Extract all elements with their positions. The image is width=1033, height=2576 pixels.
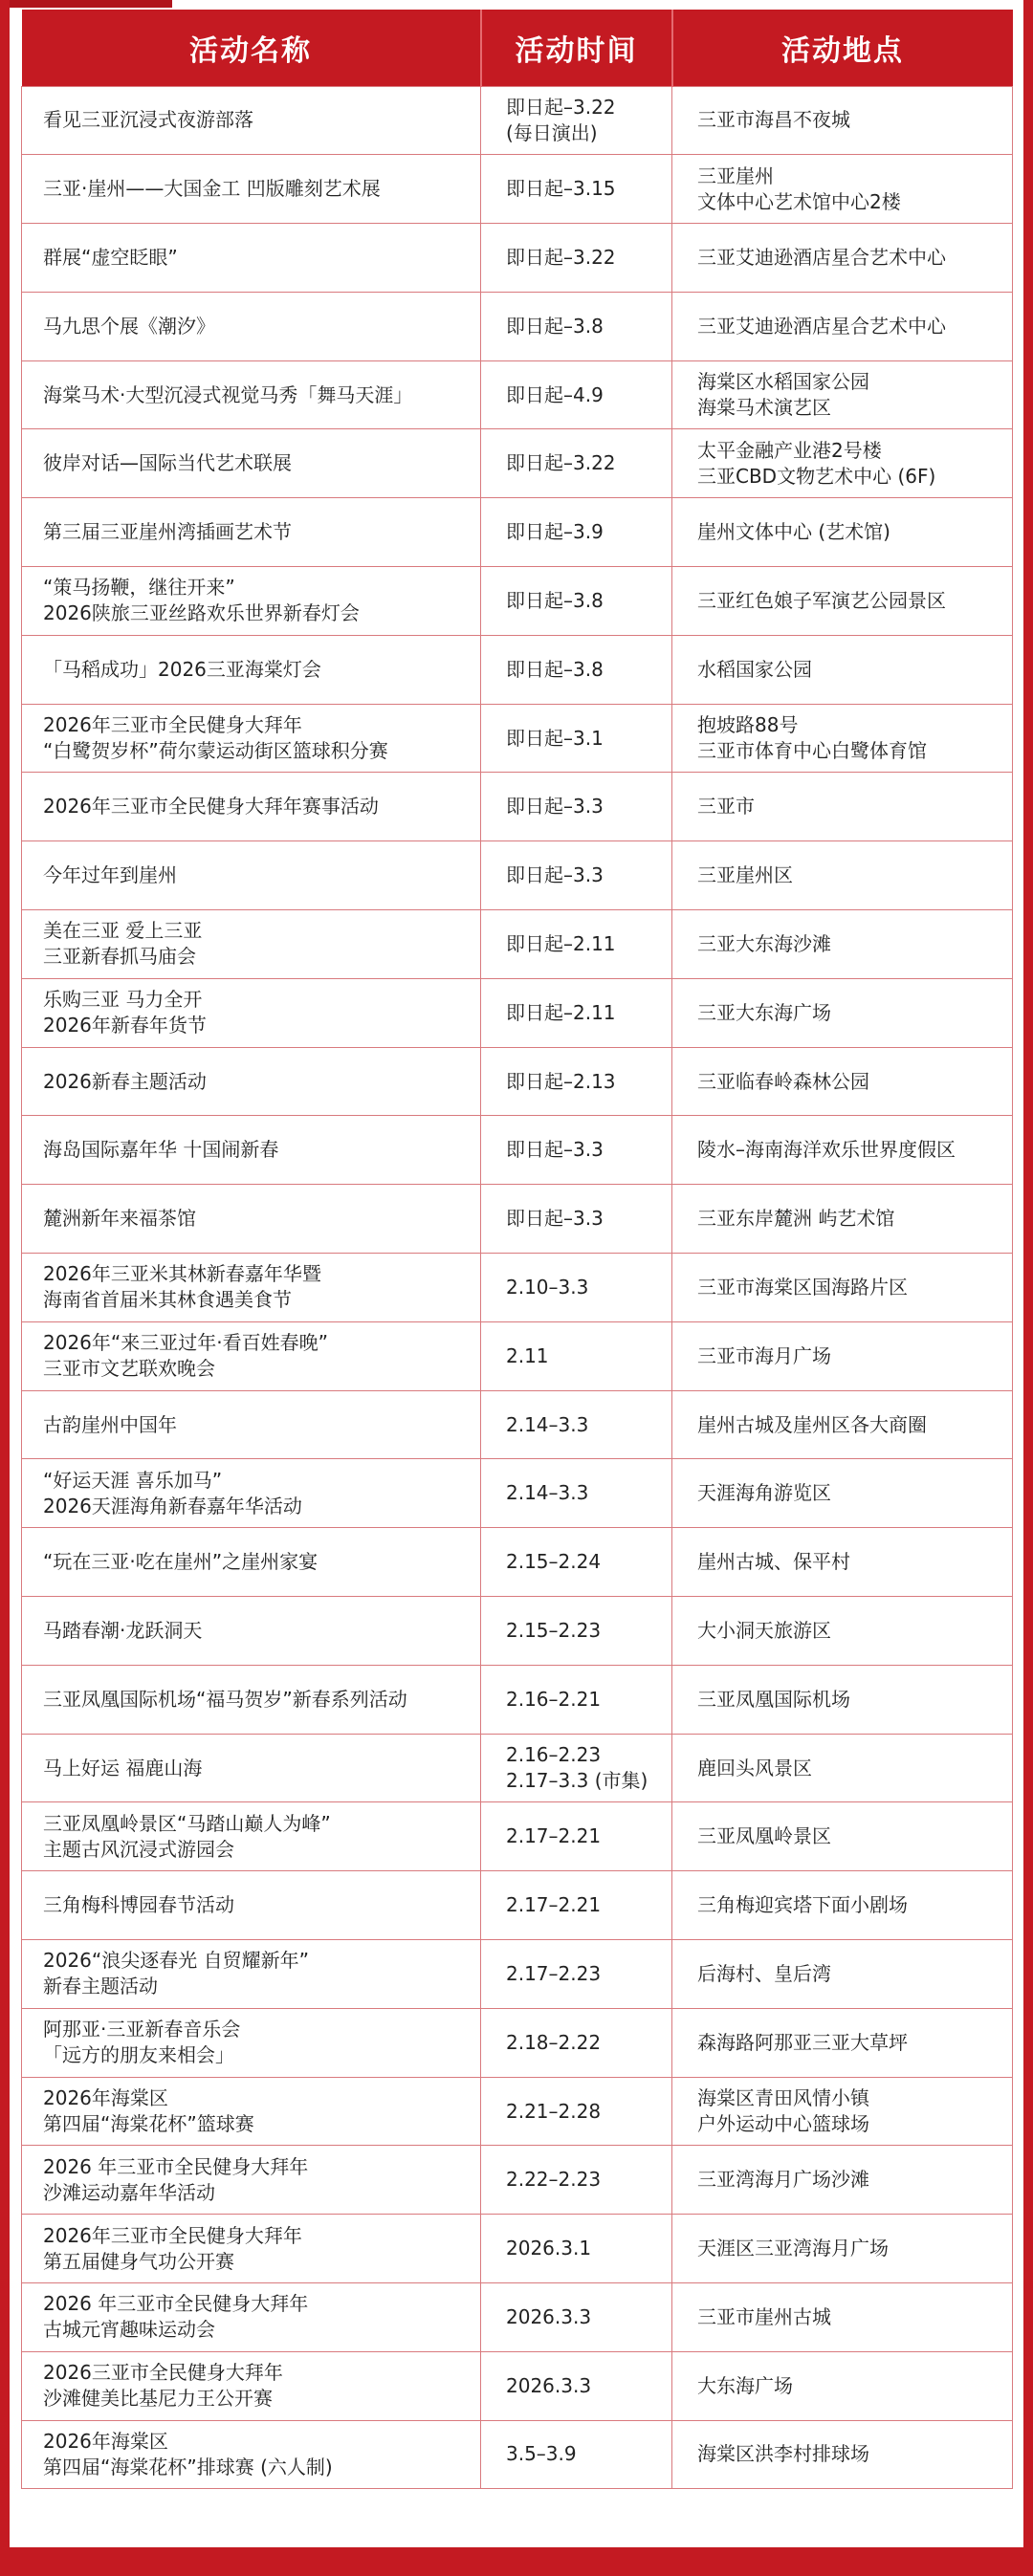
event-place-cell: 天涯海角游览区 [672, 1459, 1013, 1528]
table-row [22, 1321, 1013, 1390]
table-row [22, 1390, 1013, 1459]
table-row [22, 2351, 1013, 2420]
event-place-cell: 抱坡路88号 三亚市体育中心白鹭体育馆 [672, 704, 1013, 773]
event-name-cell: 2026“浪尖逐春光 自贸耀新年” 新春主题活动 [22, 1940, 481, 2009]
header-tab-decoration [10, 0, 172, 8]
table-row [22, 1940, 1013, 2009]
event-place-cell: 海棠区青田风情小镇 户外运动中心篮球场 [672, 2077, 1013, 2146]
event-time-cell: 即日起–3.22 [481, 429, 672, 498]
table-row [22, 1254, 1013, 1322]
table-row [22, 1665, 1013, 1734]
event-place-cell: 后海村、皇后湾 [672, 1940, 1013, 2009]
table-row [22, 2077, 1013, 2146]
event-name-cell: 群展“虚空眨眼” [22, 224, 481, 293]
table-row [22, 978, 1013, 1047]
event-time-cell: 即日起–3.8 [481, 567, 672, 636]
events-table [21, 10, 1013, 2489]
header-event-place: 活动地点 [672, 10, 1013, 86]
event-place-cell: 三亚大东海广场 [672, 978, 1013, 1047]
header-event-name: 活动名称 [22, 10, 481, 86]
table-row [22, 1734, 1013, 1802]
event-time-cell: 2.22–2.23 [481, 2146, 672, 2215]
event-time-cell: 即日起–3.3 [481, 841, 672, 910]
event-time-cell: 即日起–3.22 (每日演出) [481, 86, 672, 155]
event-name-cell: 阿那亚·三亚新春音乐会 「远方的朋友来相会」 [22, 2008, 481, 2077]
event-place-cell: 陵水–海南海洋欢乐世界度假区 [672, 1116, 1013, 1185]
event-name-cell: 第三届三亚崖州湾插画艺术节 [22, 498, 481, 567]
event-place-cell: 三亚湾海月广场沙滩 [672, 2146, 1013, 2215]
table-row [22, 2008, 1013, 2077]
event-place-cell: 三亚红色娘子军演艺公园景区 [672, 567, 1013, 636]
event-time-cell: 即日起–4.9 [481, 360, 672, 429]
table-row [22, 841, 1013, 910]
event-place-cell: 海棠区水稻国家公园 海棠马术演艺区 [672, 360, 1013, 429]
table-row [22, 1528, 1013, 1597]
event-name-cell: 2026新春主题活动 [22, 1047, 481, 1116]
table-row [22, 498, 1013, 567]
table-row [22, 567, 1013, 636]
event-time-cell: 即日起–3.3 [481, 1185, 672, 1254]
table-row [22, 2283, 1013, 2352]
table-row [22, 155, 1013, 224]
event-time-cell: 2.16–2.21 [481, 1665, 672, 1734]
event-name-cell: 三亚凤凰国际机场“福马贺岁”新春系列活动 [22, 1665, 481, 1734]
table-row [22, 2146, 1013, 2215]
event-place-cell: 三亚凤凰岭景区 [672, 1802, 1013, 1871]
table-row [22, 1116, 1013, 1185]
table-row [22, 1597, 1013, 1666]
event-place-cell: 三亚艾迪逊酒店星合艺术中心 [672, 292, 1013, 360]
event-name-cell: 2026年海棠区 第四届“海棠花杯”排球赛 (六人制) [22, 2420, 481, 2489]
event-time-cell: 即日起–3.8 [481, 292, 672, 360]
event-place-cell: 三亚大东海沙滩 [672, 910, 1013, 979]
table-row [22, 86, 1013, 155]
event-time-cell: 2.16–2.23 2.17–3.3 (市集) [481, 1734, 672, 1802]
schedule-sheet [10, 0, 1023, 2547]
table-row [22, 1185, 1013, 1254]
table-row [22, 910, 1013, 979]
event-name-cell: “策马扬鞭，继往开来” 2026陕旅三亚丝路欢乐世界新春灯会 [22, 567, 481, 636]
table-row [22, 1802, 1013, 1871]
event-place-cell: 太平金融产业港2号楼 三亚CBD文物艺术中心 (6F) [672, 429, 1013, 498]
table-row [22, 1459, 1013, 1528]
event-time-cell: 即日起–3.3 [481, 1116, 672, 1185]
table-row [22, 360, 1013, 429]
event-name-cell: 海棠马术·大型沉浸式视觉马秀「舞马天涯」 [22, 360, 481, 429]
event-name-cell: “好运天涯 喜乐加马” 2026天涯海角新春嘉年华活动 [22, 1459, 481, 1528]
event-name-cell: 今年过年到崖州 [22, 841, 481, 910]
event-time-cell: 即日起–3.1 [481, 704, 672, 773]
event-place-cell: 崖州文体中心 (艺术馆) [672, 498, 1013, 567]
event-name-cell: 三角梅科博园春节活动 [22, 1871, 481, 1940]
event-place-cell: 三亚凤凰国际机场 [672, 1665, 1013, 1734]
event-name-cell: 三亚凤凰岭景区“马踏山巅人为峰” 主题古风沉浸式游园会 [22, 1802, 481, 1871]
event-name-cell: 2026三亚市全民健身大拜年 沙滩健美比基尼力王公开赛 [22, 2351, 481, 2420]
event-time-cell: 2.17–2.21 [481, 1802, 672, 1871]
event-place-cell: 三角梅迎宾塔下面小剧场 [672, 1871, 1013, 1940]
event-name-cell: 2026 年三亚市全民健身大拜年 古城元宵趣味运动会 [22, 2283, 481, 2352]
table-row [22, 429, 1013, 498]
table-body [22, 86, 1013, 2489]
event-time-cell: 2.10–3.3 [481, 1254, 672, 1322]
event-place-cell: 三亚崖州区 [672, 841, 1013, 910]
event-place-cell: 三亚市海棠区国海路片区 [672, 1254, 1013, 1322]
event-place-cell: 大小洞天旅游区 [672, 1597, 1013, 1666]
table-row [22, 704, 1013, 773]
event-place-cell: 三亚市海月广场 [672, 1321, 1013, 1390]
event-time-cell: 即日起–2.11 [481, 910, 672, 979]
event-name-cell: 三亚·崖州——大国金工 凹版雕刻艺术展 [22, 155, 481, 224]
event-name-cell: 2026年三亚米其林新春嘉年华暨 海南省首届米其林食遇美食节 [22, 1254, 481, 1322]
event-place-cell: 海棠区洪李村排球场 [672, 2420, 1013, 2489]
event-name-cell: 2026 年三亚市全民健身大拜年 沙滩运动嘉年华活动 [22, 2146, 481, 2215]
event-place-cell: 崖州古城、保平村 [672, 1528, 1013, 1597]
event-place-cell: 三亚市海昌不夜城 [672, 86, 1013, 155]
event-time-cell: 2.14–3.3 [481, 1390, 672, 1459]
event-time-cell: 2.11 [481, 1321, 672, 1390]
event-place-cell: 森海路阿那亚三亚大草坪 [672, 2008, 1013, 2077]
event-time-cell: 2.18–2.22 [481, 2008, 672, 2077]
event-time-cell: 2.21–2.28 [481, 2077, 672, 2146]
header-event-time: 活动时间 [481, 10, 672, 86]
event-time-cell: 即日起–2.11 [481, 978, 672, 1047]
event-time-cell: 即日起–3.9 [481, 498, 672, 567]
table-row [22, 2215, 1013, 2283]
event-time-cell: 2.17–2.23 [481, 1940, 672, 2009]
event-name-cell: 2026年海棠区 第四届“海棠花杯”篮球赛 [22, 2077, 481, 2146]
table-row [22, 773, 1013, 841]
table-row [22, 1871, 1013, 1940]
event-place-cell: 三亚东岸麓洲 屿艺术馆 [672, 1185, 1013, 1254]
event-place-cell: 天涯区三亚湾海月广场 [672, 2215, 1013, 2283]
table-row [22, 292, 1013, 360]
table-row [22, 224, 1013, 293]
event-time-cell: 3.5–3.9 [481, 2420, 672, 2489]
event-place-cell: 三亚市崖州古城 [672, 2283, 1013, 2352]
event-place-cell: 三亚市 [672, 773, 1013, 841]
event-name-cell: 马九思个展《潮汐》 [22, 292, 481, 360]
event-time-cell: 即日起–2.13 [481, 1047, 672, 1116]
event-name-cell: 2026年三亚市全民健身大拜年 “白鹭贺岁杯”荷尔蒙运动街区篮球积分赛 [22, 704, 481, 773]
event-time-cell: 2.17–2.21 [481, 1871, 672, 1940]
event-name-cell: 2026年“来三亚过年·看百姓春晚” 三亚市文艺联欢晚会 [22, 1321, 481, 1390]
event-place-cell: 水稻国家公园 [672, 635, 1013, 704]
event-place-cell: 崖州古城及崖州区各大商圈 [672, 1390, 1013, 1459]
event-time-cell: 即日起–3.15 [481, 155, 672, 224]
event-name-cell: 马上好运 福鹿山海 [22, 1734, 481, 1802]
event-name-cell: 古韵崖州中国年 [22, 1390, 481, 1459]
header-row [22, 10, 1013, 86]
event-time-cell: 即日起–3.22 [481, 224, 672, 293]
event-name-cell: “玩在三亚·吃在崖州”之崖州家宴 [22, 1528, 481, 1597]
event-place-cell: 三亚崖州 文体中心艺术馆中心2楼 [672, 155, 1013, 224]
event-name-cell: 海岛国际嘉年华 十国闹新春 [22, 1116, 481, 1185]
event-name-cell: 「马稻成功」2026三亚海棠灯会 [22, 635, 481, 704]
event-name-cell: 马踏春潮·龙跃洞天 [22, 1597, 481, 1666]
event-place-cell: 鹿回头风景区 [672, 1734, 1013, 1802]
event-name-cell: 美在三亚 爱上三亚 三亚新春抓马庙会 [22, 910, 481, 979]
event-time-cell: 2026.3.3 [481, 2351, 672, 2420]
event-place-cell: 大东海广场 [672, 2351, 1013, 2420]
event-name-cell: 乐购三亚 马力全开 2026年新春年货节 [22, 978, 481, 1047]
event-name-cell: 彼岸对话—国际当代艺术联展 [22, 429, 481, 498]
event-time-cell: 2.15–2.23 [481, 1597, 672, 1666]
event-time-cell: 2.15–2.24 [481, 1528, 672, 1597]
event-name-cell: 看见三亚沉浸式夜游部落 [22, 86, 481, 155]
table-row [22, 2420, 1013, 2489]
event-place-cell: 三亚临春岭森林公园 [672, 1047, 1013, 1116]
event-name-cell: 麓洲新年来福茶馆 [22, 1185, 481, 1254]
table-row [22, 1047, 1013, 1116]
event-time-cell: 2.14–3.3 [481, 1459, 672, 1528]
table-header [22, 10, 1013, 86]
event-time-cell: 即日起–3.3 [481, 773, 672, 841]
event-name-cell: 2026年三亚市全民健身大拜年 第五届健身气功公开赛 [22, 2215, 481, 2283]
event-name-cell: 2026年三亚市全民健身大拜年赛事活动 [22, 773, 481, 841]
event-time-cell: 2026.3.1 [481, 2215, 672, 2283]
event-time-cell: 2026.3.3 [481, 2283, 672, 2352]
table-row [22, 635, 1013, 704]
event-place-cell: 三亚艾迪逊酒店星合艺术中心 [672, 224, 1013, 293]
event-time-cell: 即日起–3.8 [481, 635, 672, 704]
